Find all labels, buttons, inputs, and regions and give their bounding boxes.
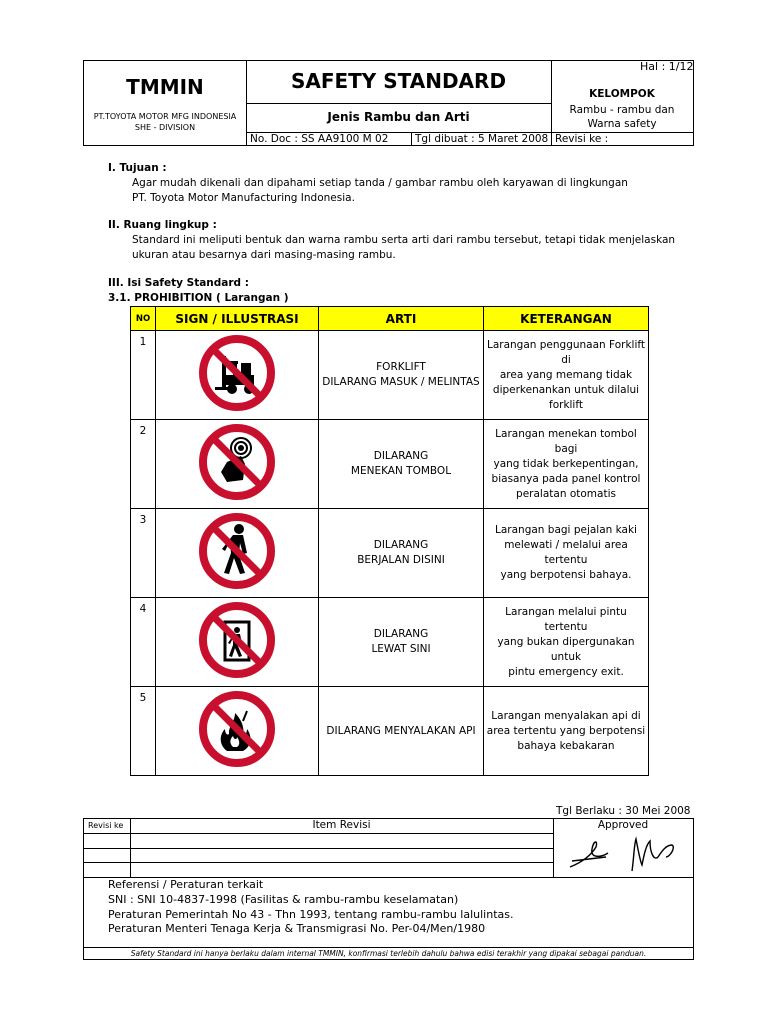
- sign-cell: [156, 687, 319, 776]
- table-row: [131, 331, 649, 420]
- arti-line: DILARANG: [373, 450, 429, 462]
- section-2-line1: Standard ini meliputi bentuk dan warna rambu serta arti dari rambu tersebut, tetapi tidak menjelaskan: [132, 234, 676, 246]
- keterangan-line: yang berpotensi bahaya.: [500, 569, 632, 581]
- valid-date: Tgl Berlaku : 30 Mei 2008: [556, 805, 691, 817]
- reference-sni: SNI : SNI 10-4837-1998 (Fasilitas & rambu-rambu keselamatan): [108, 893, 459, 906]
- arti-line: DILARANG: [373, 628, 429, 640]
- keterangan-line: bahaya kebakaran: [517, 739, 615, 752]
- header-no: NO: [131, 307, 156, 331]
- item-revision-label: Item Revisi: [312, 819, 371, 831]
- keterangan-cell: [484, 509, 649, 598]
- row-number: 5: [131, 687, 156, 776]
- section-2-title: II. Ruang lingkup :: [108, 219, 217, 231]
- header-arti: ARTI: [319, 307, 484, 331]
- division-name: SHE - DIVISION: [134, 123, 196, 132]
- row-number: 3: [131, 509, 156, 598]
- arti-line: MENEKAN TOMBOL: [350, 465, 452, 477]
- sign-cell: [156, 331, 319, 420]
- flame-match-icon: [197, 689, 277, 769]
- row-number: 1: [131, 331, 156, 420]
- footer-note: Safety Standard ini hanya berlaku dalam internal TMMIN, konfirmasi terlebih dahulu bahwa edisi terakhir yang dipakai sebagai panduan.: [130, 949, 647, 958]
- arti-cell: [319, 420, 484, 509]
- section-1-line1: Agar mudah dikenali dan dipahami setiap tanda / gambar rambu oleh karyawan di lingkungan: [132, 177, 628, 189]
- row-number: 4: [131, 598, 156, 687]
- revision-label: Revisi ke: [88, 821, 124, 830]
- keterangan-cell: [484, 331, 649, 420]
- keterangan-line: Larangan penggunaan Forklift di: [486, 338, 645, 366]
- company-full-name: PT.TOYOTA MOTOR MFG INDONESIA: [93, 112, 237, 121]
- group-label: KELOMPOK: [589, 88, 655, 100]
- keterangan-line: forklift: [549, 398, 583, 411]
- keterangan-cell: [484, 687, 649, 776]
- push-button-icon: [197, 422, 277, 502]
- keterangan-line: Larangan menyalakan api di: [491, 709, 641, 722]
- exit-door-icon: [197, 600, 277, 680]
- arti-cell: [319, 687, 484, 776]
- keterangan-line: pintu emergency exit.: [508, 665, 624, 678]
- arti-cell: [319, 509, 484, 598]
- approved-label: Approved: [597, 819, 649, 831]
- keterangan-line: Larangan melalui pintu tertentu: [505, 605, 627, 633]
- sign-cell: [156, 598, 319, 687]
- prohibition-table: [130, 306, 649, 776]
- table-row: [131, 598, 649, 687]
- keterangan-line: yang bukan dipergunakan untuk: [497, 635, 635, 663]
- table-row: [131, 509, 649, 598]
- keterangan-line: area tertentu yang berpotensi: [486, 724, 646, 737]
- arti-line: BERJALAN DISINI: [357, 554, 445, 566]
- header-sign: SIGN / ILLUSTRASI: [156, 307, 319, 331]
- keterangan-line: biasanya pada panel kontrol: [491, 472, 641, 485]
- header-box: [83, 60, 694, 146]
- keterangan-line: peralatan otomatis: [516, 487, 616, 500]
- arti-line: DILARANG MENYALAKAN API: [326, 724, 476, 737]
- keterangan-line: melewati / melalui area tertentu: [504, 539, 628, 566]
- keterangan-line: diperkenankan untuk dilalui: [492, 383, 640, 396]
- reference-title: Referensi / Peraturan terkait: [108, 878, 264, 891]
- footer-box: [83, 818, 694, 960]
- doc-number: No. Doc : SS AA9100 M 02: [250, 133, 389, 145]
- keterangan-line: Larangan menekan tombol bagi: [495, 427, 637, 455]
- section-3-title: III. Isi Safety Standard :: [108, 277, 249, 289]
- arti-cell: [319, 331, 484, 420]
- pedestrian-icon: [197, 511, 277, 591]
- keterangan-line: Larangan bagi pejalan kaki: [495, 524, 637, 536]
- keterangan-line: yang tidak berkepentingan,: [493, 457, 639, 470]
- keterangan-cell: [484, 598, 649, 687]
- arti-line: DILARANG MASUK / MELINTAS: [322, 376, 480, 388]
- reference-pp: Peraturan Pemerintah No 43 - Thn 1993, tentang rambu-rambu lalulintas.: [108, 908, 514, 921]
- document-title: SAFETY STANDARD: [290, 69, 507, 93]
- arti-line: LEWAT SINI: [371, 643, 431, 655]
- table-row: [131, 420, 649, 509]
- keterangan-cell: [484, 420, 649, 509]
- signature-icon: [562, 827, 690, 877]
- arti-line: FORKLIFT: [376, 361, 426, 373]
- section-1-line2: PT. Toyota Motor Manufacturing Indonesia.: [132, 192, 355, 204]
- section-2-line2: ukuran atau besarnya dari masing-masing rambu.: [132, 249, 396, 261]
- section-1-title: I. Tujuan :: [108, 162, 167, 174]
- forklift-icon: [197, 333, 277, 413]
- table-header-row: [131, 307, 649, 331]
- sign-cell: [156, 420, 319, 509]
- arti-line: DILARANG: [373, 539, 429, 551]
- keterangan-line: area yang memang tidak: [499, 368, 633, 381]
- reference-permen: Peraturan Menteri Tenaga Kerja & Transmigrasi No. Per-04/Men/1980: [108, 922, 486, 935]
- sign-cell: [156, 509, 319, 598]
- header-keterangan: KETERANGAN: [484, 307, 649, 331]
- document-subtitle: Jenis Rambu dan Arti: [327, 110, 470, 124]
- row-number: 2: [131, 420, 156, 509]
- company-name: TMMIN: [126, 75, 204, 99]
- revision-number: Revisi ke :: [555, 133, 609, 145]
- group-value-line1: Rambu - rambu dan: [569, 104, 675, 116]
- page-number: Hal : 1/12: [640, 60, 694, 73]
- arti-cell: [319, 598, 484, 687]
- group-value-line2: Warna safety: [587, 118, 657, 130]
- section-3-subtitle: 3.1. PROHIBITION ( Larangan ): [108, 292, 289, 304]
- table-row: [131, 687, 649, 776]
- date-created: Tgl dibuat : 5 Maret 2008: [415, 133, 549, 145]
